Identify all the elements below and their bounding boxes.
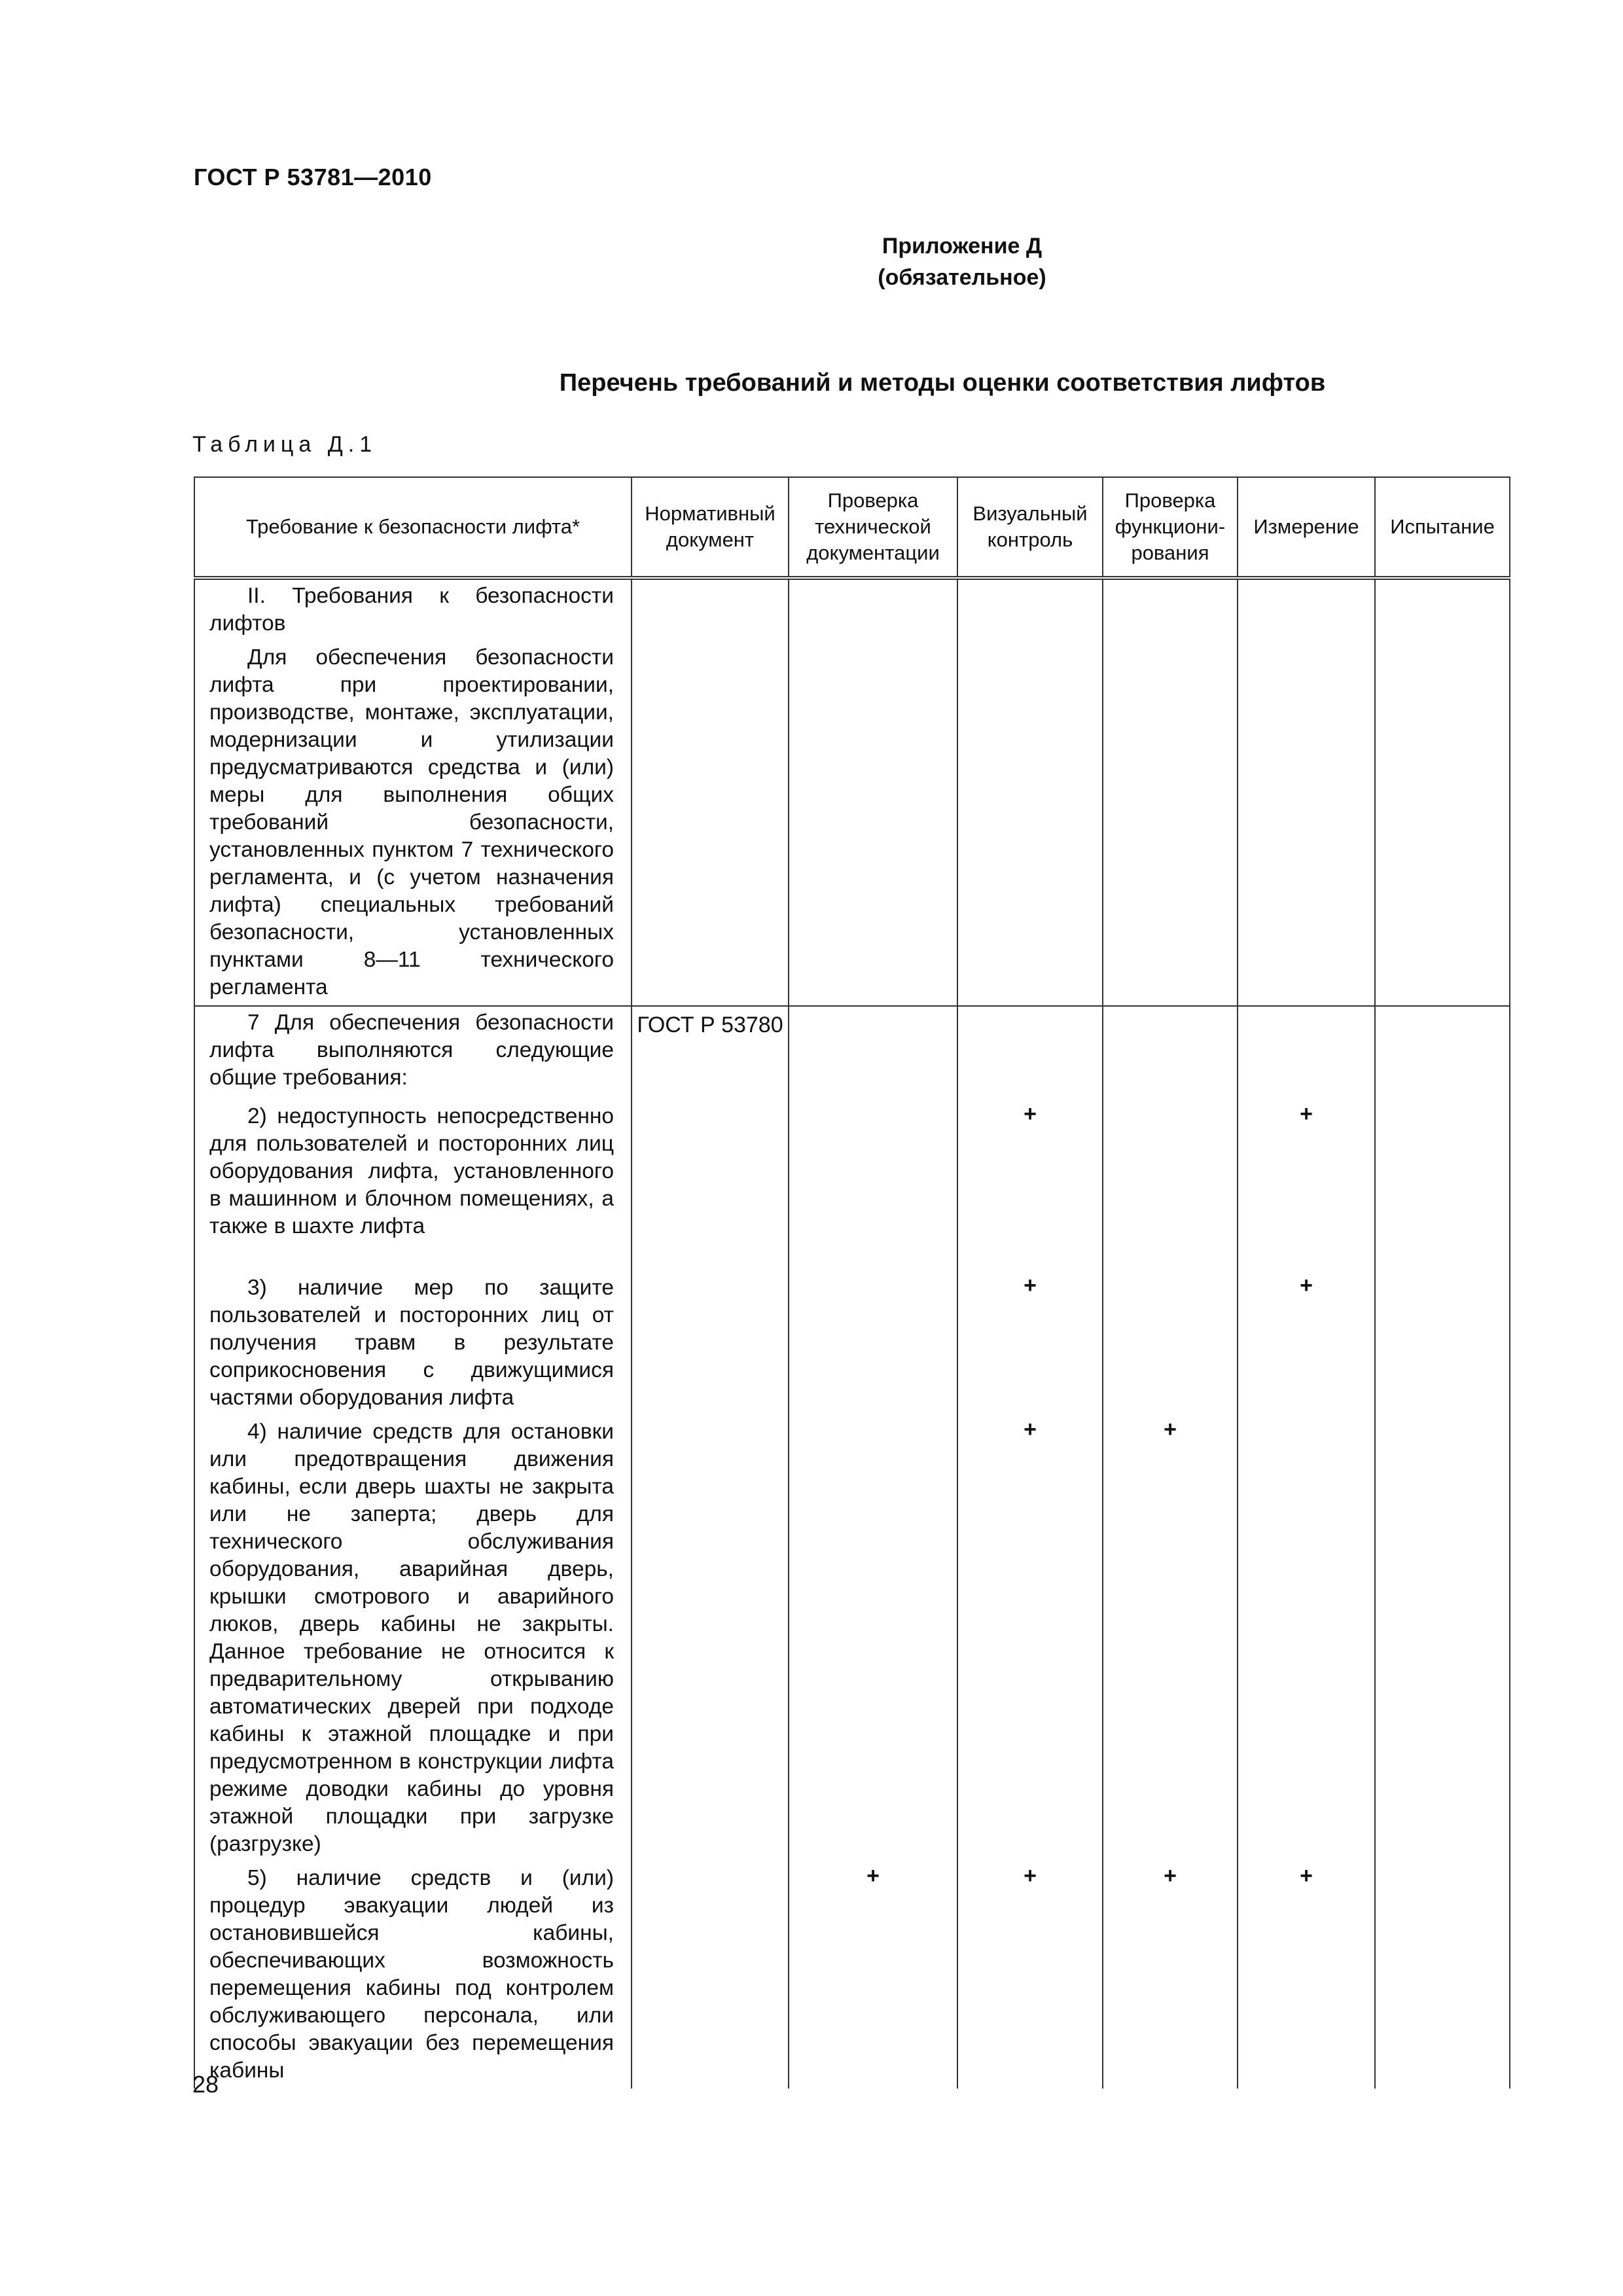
table-row-item-7-2 [194, 1100, 1510, 1272]
table-header-row [194, 477, 1510, 578]
visual-mark: + [957, 1862, 1103, 2089]
function-mark [1103, 1100, 1238, 1272]
tech-doc-mark [789, 1416, 957, 1862]
function-cell [1103, 1006, 1238, 1100]
section-II-intro: Для обеспечения безопасности лифта при проектировании, производстве, монтаже, эксплуатации, модернизации и утилизации предусматриваются средства и (или) меры для выполнения общих требований безопасности, установленных пунктом 7 технического регламента, и (с учетом назначения лифта) специальных требований безопасности, установленных пунктами 8—11 технического регламента [209, 645, 614, 999]
page-number: 28 [192, 2071, 219, 2098]
requirement-cell [194, 1006, 632, 1100]
standard-id: ГОСТ Р 53781—2010 [194, 164, 432, 190]
tech-doc-cell [789, 1006, 957, 1100]
test-cell [1375, 1006, 1510, 1100]
section-II-title: II. Требования к безопасности лифтов [209, 584, 614, 636]
col-header-measurement: Измерение [1238, 477, 1375, 578]
col-header-function-check: Проверка функциони-рования [1103, 477, 1238, 578]
measure-mark: + [1238, 1272, 1375, 1416]
document-title: Перечень требований и методы оценки соответствия лифтов [559, 369, 1326, 397]
visual-mark: + [957, 1272, 1103, 1416]
requirement-text: 4) наличие средств для остановки или предотвращения движения кабины, если дверь шахты не закрыта или не заперта; дверь для технического обслуживания оборудования, аварийная дверь, крышки смотрового и аварийного люков, дверь кабины не закрыты. Данное требование не относится к предварительному открыванию автоматических дверей при подходе кабины к этажной площадке и при предусмотренном в конструкции лифта режиме доводки кабины до уровня этажной площадки при загрузке (разгрузке) [209, 1420, 614, 1856]
table-row-section-II [194, 578, 1510, 1006]
table-row-item-7-4 [194, 1416, 1510, 1862]
test-mark [1375, 1100, 1510, 1272]
appendix-title: Приложение Д [882, 234, 1043, 259]
visual-cell [957, 1006, 1103, 1100]
tech-doc-mark [789, 1100, 957, 1272]
visual-mark: + [957, 1100, 1103, 1272]
table-row-item-7-5 [194, 1862, 1510, 2089]
requirement-cell [194, 1272, 632, 1416]
requirement-cell [194, 1100, 632, 1272]
function-mark: + [1103, 1862, 1238, 2089]
test-cell [1375, 578, 1510, 1006]
test-mark [1375, 1272, 1510, 1416]
test-mark [1375, 1862, 1510, 2089]
measure-mark [1238, 1416, 1375, 1862]
function-mark: + [1103, 1416, 1238, 1862]
tech-doc-mark: + [789, 1862, 957, 2089]
normative-doc-cell: ГОСТ Р 53780 [632, 1006, 789, 2089]
measure-cell [1238, 578, 1375, 1006]
requirement-text: 5) наличие средств и (или) процедур эвакуации людей из остановившейся кабины, обеспечивающих возможность перемещения кабины под контролем обслуживающего персонала, или способы эвакуации без перемещения кабины [209, 1866, 614, 2083]
table-caption: Таблица Д.1 [192, 432, 378, 457]
appendix-type: (обязательное) [878, 265, 1046, 290]
measure-mark: + [1238, 1862, 1375, 2089]
normative-doc-cell [632, 578, 789, 1006]
measure-mark: + [1238, 1100, 1375, 1272]
table-row-item-7 [194, 1006, 1510, 1100]
col-header-test: Испытание [1375, 477, 1510, 578]
requirement-text: 2) недоступность непосредственно для пользователей и посторонних лиц оборудования лифта, установленного в машинном и блочном помещениях, а также в шахте лифта [209, 1104, 614, 1238]
tech-doc-cell [789, 578, 957, 1006]
visual-mark: + [957, 1416, 1103, 1862]
requirement-cell [194, 578, 632, 1006]
col-header-requirement: Требование к безопасности лифта* [194, 477, 632, 578]
table-row-item-7-3 [194, 1272, 1510, 1416]
requirement-text: 3) наличие мер по защите пользователей и посторонних лиц от получения травм в результате соприкосновения с движущимися частями оборудования лифта [209, 1276, 614, 1410]
col-header-normative-doc: Нормативный документ [632, 477, 789, 578]
requirement-cell [194, 1862, 632, 2089]
tech-doc-mark [789, 1272, 957, 1416]
col-header-visual-check: Визуальный контроль [957, 477, 1103, 578]
measure-cell [1238, 1006, 1375, 1100]
requirements-table [194, 476, 1510, 2089]
appendix-heading [654, 230, 1270, 293]
function-mark [1103, 1272, 1238, 1416]
requirement-cell [194, 1416, 632, 1862]
item-7-title: 7 Для обеспечения безопасности лифта выполняются следующие общие требования: [209, 1011, 614, 1090]
function-cell [1103, 578, 1238, 1006]
test-mark [1375, 1416, 1510, 1862]
col-header-tech-doc-check: Проверка технической документации [789, 477, 957, 578]
visual-cell [957, 578, 1103, 1006]
